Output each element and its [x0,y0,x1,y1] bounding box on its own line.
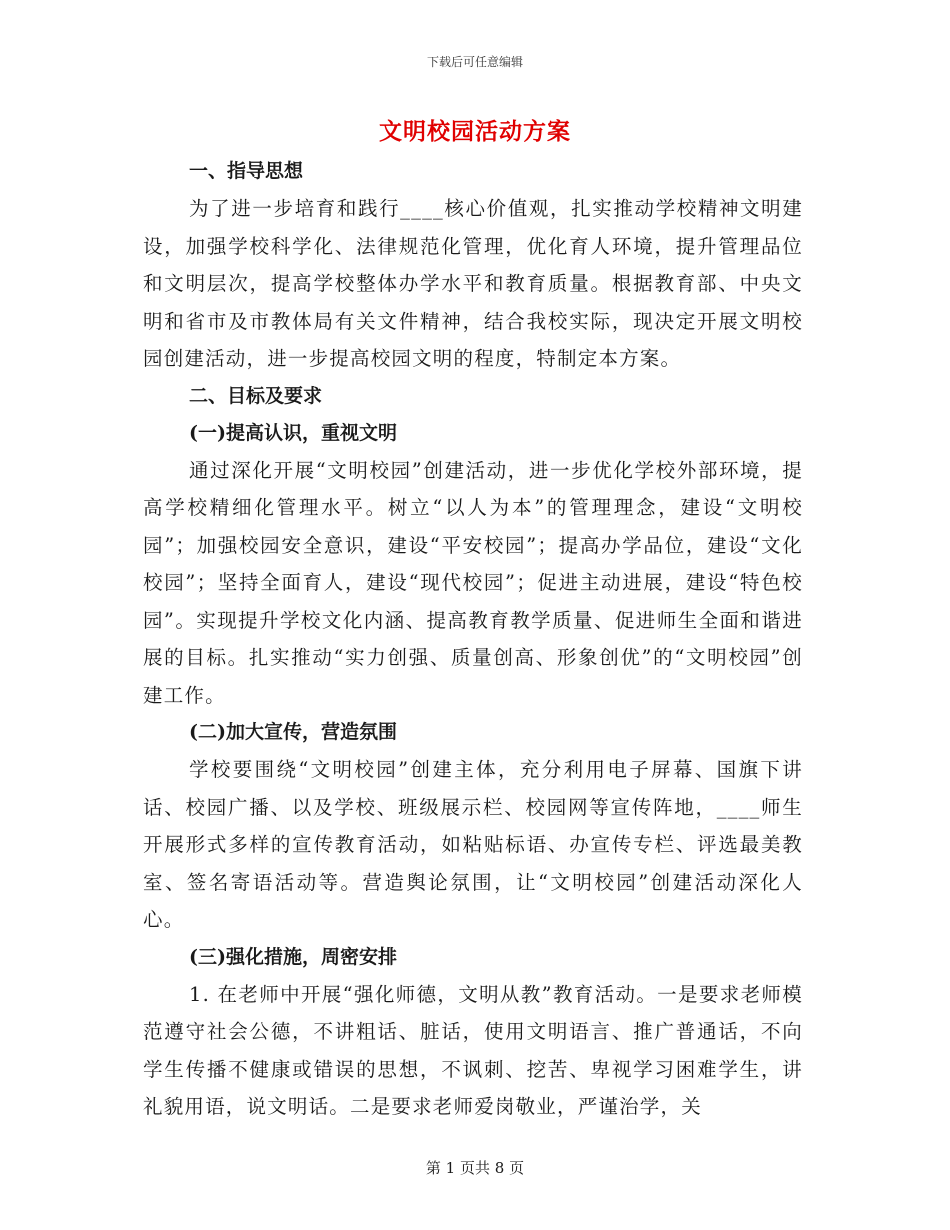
subsection-heading-publicity: (二)加大宣传，营造氛围 [189,721,397,743]
subsection-heading-awareness: (一)提高认识，重视文明 [189,421,397,444]
subsection-heading-measures: (三)强化措施，周密安排 [189,945,397,968]
header-note: 下载后可任意编辑 [426,55,523,69]
paragraph-guiding-ideology: 为了进一步培育和践行____核心价值观，扎实推动学校精神文明建设，加强学校科学化、法律规范化管理，优化育人环境，提升管理品位和文明层次，提高学校整体办学水平和教育质量。根据教育部、中央文明和省市及市教体局有关文件精神，结合我校实际，现决定开展文明校园创建活动，进一步提高校园文明的程度，特制定本方案。 [143,197,803,370]
paragraph-publicity: 学校要围绕“文明校园”创建主体，充分利用电子屏幕、国旗下讲话、校园广播、以及学校、班级展示栏、校园网等宣传阵地，____师生开展形式多样的宣传教育活动，如粘贴标语、办宣传专栏、评选最美教室、签名寄语活动等。营造舆论氛围，让“文明校园”创建活动深化人心。 [143,758,803,931]
page-number-footer: 第 1 页共 8 页 [425,1159,525,1177]
section-heading-goals: 二、目标及要求 [189,384,323,407]
document-title: 文明校园活动方案 [379,118,571,145]
document-body [143,153,803,1126]
paragraph-measures: 1. 在老师中开展“强化师德，文明从教”教育活动。一是要求老师模范遵守社会公德，不讲粗话、脏话，使用文明语言、推广普通话，不向学生传播不健康或错误的思想，不讽刺、挖苦、卑视学习困难学生，讲礼貌用语，说文明话。二是要求老师爱岗敬业，严谨治学，关 [143,982,803,1118]
paragraph-awareness: 通过深化开展“文明校园”创建活动，进一步优化学校外部环境，提高学校精细化管理水平。树立“以人为本”的管理理念，建设“文明校园”；加强校园安全意识，建设“平安校园”；提高办学品位，建设“文化校园”；坚持全面育人，建设“现代校园”；促进主动进展，建设“特色校园”。实现提升学校文化内涵、提高教育教学质量、促进师生全面和谐进展的目标。扎实推动“实力创强、质量创高、形象创优”的“文明校园”创建工作。 [143,458,803,707]
section-heading-guiding-ideology: 一、指导思想 [189,160,304,182]
